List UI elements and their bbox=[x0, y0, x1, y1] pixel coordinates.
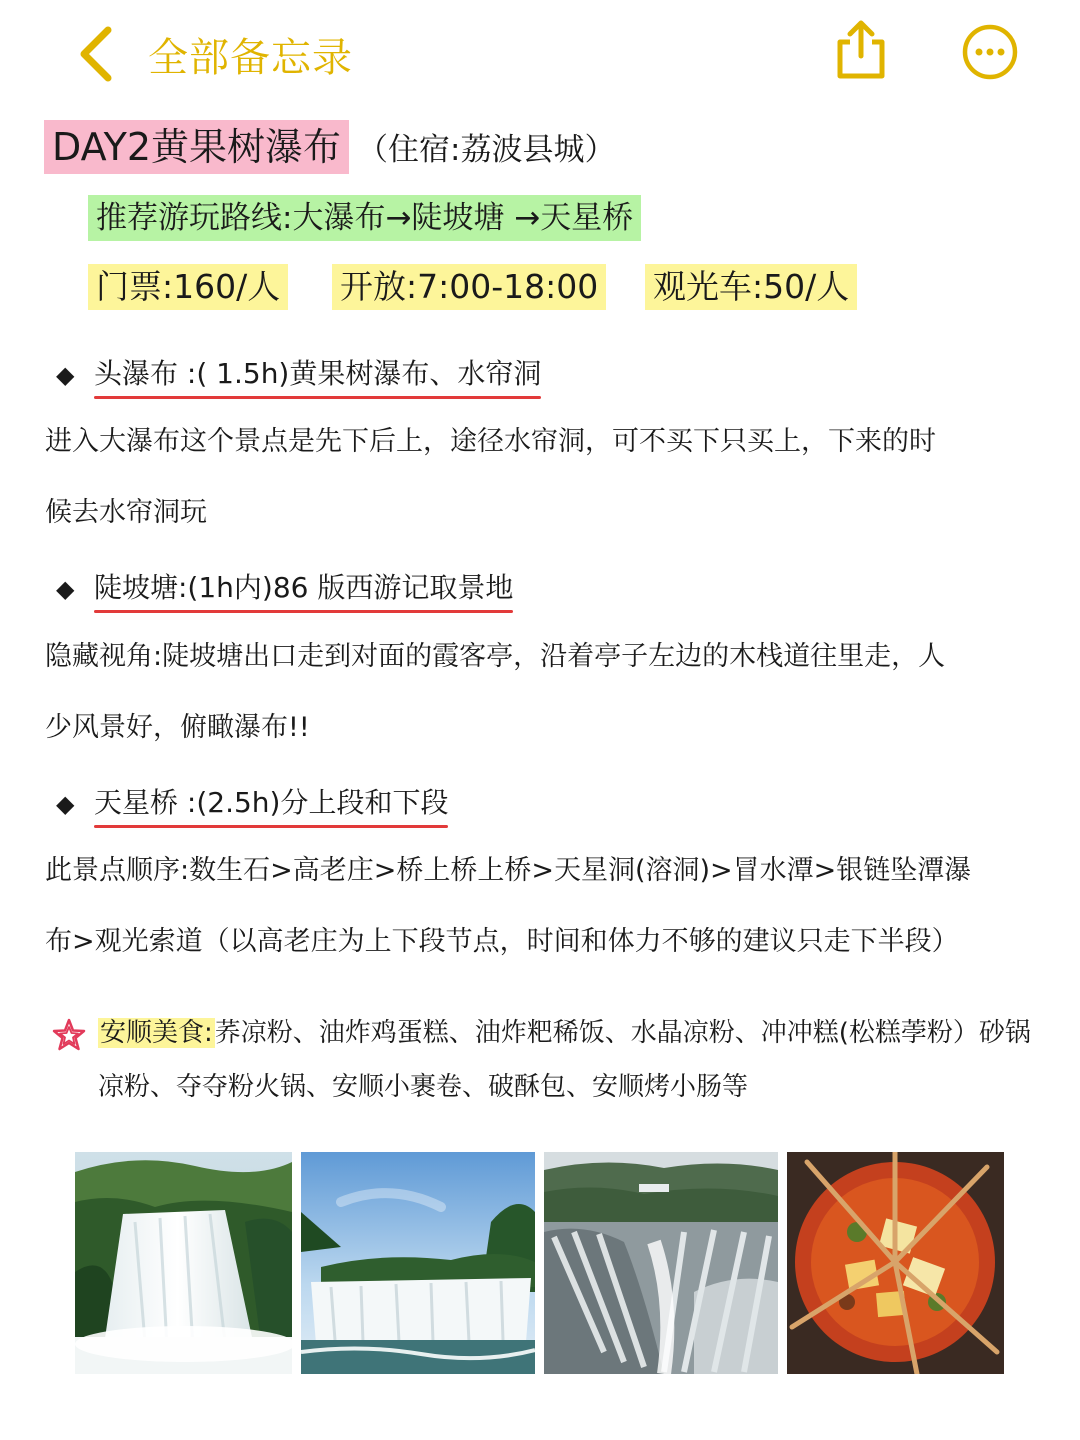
more-icon[interactable] bbox=[960, 22, 1020, 82]
note-title-row bbox=[44, 120, 615, 176]
note-title-sub: （住宿:荔波县城） bbox=[357, 132, 616, 168]
star-icon bbox=[52, 1018, 86, 1052]
diamond-bullet-icon: ◆ bbox=[56, 361, 75, 389]
section-heading: ◆ 天星桥 :(2.5h)分上段和下段 bbox=[56, 781, 448, 821]
wide-waterfall-photo[interactable] bbox=[301, 1152, 535, 1374]
chevron-left-icon[interactable] bbox=[76, 26, 116, 82]
nav-bar bbox=[0, 0, 1080, 100]
diamond-bullet-icon: ◆ bbox=[56, 790, 75, 818]
section-body: 隐藏视角:陡坡塘出口走到对面的霞客亭，沿着亭子左边的木栈道往里走，人 少风景好，俯瞰瀑布!! bbox=[45, 641, 946, 743]
ticket-price: 门票:160/人 bbox=[88, 264, 288, 310]
food-photo[interactable] bbox=[787, 1152, 1004, 1374]
route-text: 推荐游玩路线:大瀑布→陡坡塘 →天星桥 bbox=[88, 195, 641, 241]
nav-title[interactable]: 全部备忘录 bbox=[148, 35, 353, 81]
section-heading: ◆ 头瀑布 :( 1.5h)黄果树瀑布、水帘洞 bbox=[56, 352, 541, 392]
section-body: 进入大瀑布这个景点是先下后上，途径水帘洞，可不买下只买上，下来的时 候去水帘洞玩 bbox=[45, 426, 936, 528]
waterfall-photo[interactable] bbox=[75, 1152, 292, 1374]
note-title: DAY2黄果树瀑布 bbox=[44, 120, 349, 174]
food-text: 安顺美食:荞凉粉、油炸鸡蛋糕、油炸粑稀饭、水晶凉粉、冲冲糕(松糕荸粉）砂锅凉粉、夺夺粉火锅、安顺小裹卷、破酥包、安顺烤小肠等 bbox=[98, 1018, 1031, 1102]
diamond-bullet-icon: ◆ bbox=[56, 575, 75, 603]
opening-hours: 开放:7:00-18:00 bbox=[332, 264, 606, 310]
section-body: 此景点顺序:数生石>高老庄>桥上桥上桥>天星洞(溶洞)>冒水潭>银链坠潭瀑 布>观光索道（以高老庄为上下段节点，时间和体力不够的建议只走下半段） bbox=[45, 855, 972, 957]
cascade-photo[interactable] bbox=[544, 1152, 778, 1374]
shuttle-price: 观光车:50/人 bbox=[645, 264, 857, 310]
section-heading: ◆ 陡坡塘:(1h内)86 版西游记取景地 bbox=[56, 566, 513, 606]
food-label: 安顺美食: bbox=[100, 1018, 213, 1048]
share-icon[interactable] bbox=[832, 18, 890, 80]
